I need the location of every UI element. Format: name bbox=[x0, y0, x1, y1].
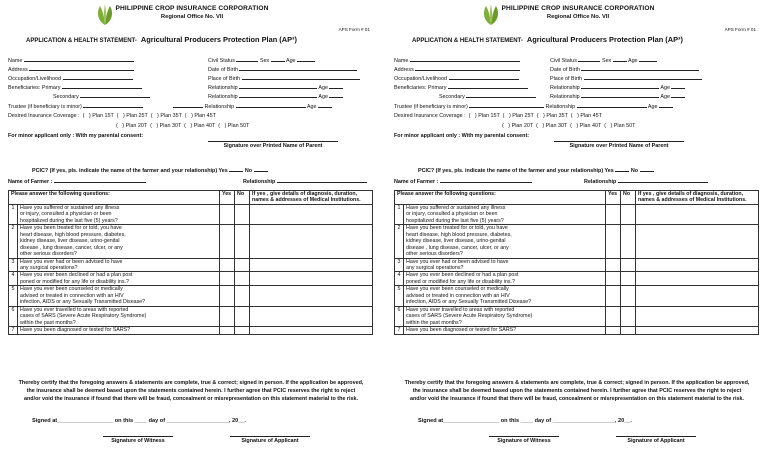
details-header: If yes , give details of diagnosis, duration, names & addresses of Medical Institutions. bbox=[636, 191, 759, 205]
farmer-name-field[interactable]: Name of Farmer : bbox=[394, 177, 532, 185]
title-prefix: APPLICATION & HEALTH STATEMENT- bbox=[412, 38, 523, 44]
details-cell[interactable] bbox=[250, 204, 373, 224]
no-checkbox[interactable] bbox=[235, 272, 250, 286]
applicant-signature-line[interactable] bbox=[230, 436, 310, 437]
plan-option[interactable]: Plan 40T bbox=[579, 123, 602, 129]
farmer-relationship-field[interactable]: Relationship bbox=[243, 177, 367, 185]
plan-option[interactable]: Plan 15T bbox=[92, 113, 114, 119]
address-field[interactable]: Address bbox=[394, 65, 520, 73]
plan-option[interactable]: Plan 45T bbox=[580, 113, 602, 119]
title-prefix: APPLICATION & HEALTH STATEMENT- bbox=[26, 38, 137, 44]
dob-field[interactable]: Date of Birth bbox=[208, 65, 357, 73]
yes-checkbox[interactable] bbox=[220, 327, 235, 334]
no-checkbox[interactable] bbox=[235, 327, 250, 334]
beneficiary-primary-field[interactable]: Beneficiaries: Primary bbox=[8, 83, 142, 91]
form-number: APS Form # 01 bbox=[338, 27, 370, 32]
plan-option[interactable]: Plan 25T bbox=[512, 113, 534, 119]
no-checkbox[interactable] bbox=[621, 327, 636, 334]
title-main: Agricultural Producers Protection Plan (AP³) bbox=[526, 35, 683, 44]
table-row: 3 Have you ever had or been advised to have any surgical operations? bbox=[395, 258, 759, 272]
details-cell[interactable] bbox=[250, 272, 373, 286]
no-checkbox[interactable] bbox=[235, 286, 250, 306]
details-cell[interactable] bbox=[250, 258, 373, 272]
parent-signature-line[interactable] bbox=[554, 141, 684, 142]
details-cell[interactable] bbox=[250, 327, 373, 334]
no-checkbox[interactable] bbox=[621, 272, 636, 286]
yes-checkbox[interactable] bbox=[220, 258, 235, 272]
relationship-primary-field[interactable]: Relationship Age bbox=[208, 83, 343, 91]
coverage-row-2: ( ) Plan 20T ( ) Plan 30T ( ) Plan 40T ( ) Plan 50T bbox=[116, 123, 250, 129]
table-row: 4 Have you ever been declined or had a plan post poned or modified for any life or disability ins.? bbox=[395, 272, 759, 286]
details-cell[interactable] bbox=[636, 258, 759, 272]
table-row: 6 Have you ever travelled to areas with reported cases of SARS (Severe Acute Respiratory Syndrome) within the past months? bbox=[395, 306, 759, 326]
relationship-primary-field[interactable]: Relationship Age bbox=[550, 83, 685, 91]
witness-signature-caption: Signature of Witness bbox=[111, 438, 165, 444]
yes-checkbox[interactable] bbox=[606, 204, 621, 224]
yes-checkbox[interactable] bbox=[606, 286, 621, 306]
plan-option[interactable]: Plan 50T bbox=[227, 123, 250, 129]
details-cell[interactable] bbox=[250, 306, 373, 326]
details-cell[interactable] bbox=[636, 327, 759, 334]
application-form-right bbox=[394, 0, 762, 466]
relationship-trustee-field[interactable]: Relationship Age bbox=[514, 102, 673, 110]
details-cell[interactable] bbox=[636, 286, 759, 306]
no-checkbox[interactable] bbox=[621, 286, 636, 306]
form-number: APS Form # 01 bbox=[724, 27, 756, 32]
details-cell[interactable] bbox=[250, 225, 373, 258]
pob-field[interactable]: Place of Birth bbox=[550, 74, 702, 82]
trustee-field[interactable]: Trustee (if beneficiary is minor) bbox=[394, 102, 529, 110]
pcic-question: PCIC? (If yes, pls. indicate the name of the farmer and your relationship) Yes No bbox=[418, 166, 654, 174]
question-header: Please answer the following questions: bbox=[9, 191, 220, 205]
plan-option[interactable]: Plan 20T bbox=[511, 123, 534, 129]
office-name: Regional Office No. VII bbox=[160, 14, 224, 20]
yes-checkbox[interactable] bbox=[220, 272, 235, 286]
yes-checkbox[interactable] bbox=[220, 204, 235, 224]
form-title bbox=[26, 36, 297, 45]
yes-checkbox[interactable] bbox=[220, 306, 235, 326]
beneficiary-primary-field[interactable]: Beneficiaries: Primary bbox=[394, 83, 528, 91]
no-checkbox[interactable] bbox=[621, 204, 636, 224]
plan-option[interactable]: Plan 30T bbox=[545, 123, 568, 129]
yes-checkbox[interactable] bbox=[220, 286, 235, 306]
table-row: 2 Have you been treated for or told, you have heart disease, high blood pressure, diabetes, kidney disease, liver disease, urino-genital disease , lung disease, cancer, ulcer, or any other serious disorders? bbox=[395, 225, 759, 258]
witness-signature-caption: Signature of Witness bbox=[497, 438, 551, 444]
yes-checkbox[interactable] bbox=[606, 258, 621, 272]
plan-option[interactable]: Plan 35T bbox=[160, 113, 182, 119]
details-cell[interactable] bbox=[636, 272, 759, 286]
plan-option[interactable]: Plan 50T bbox=[613, 123, 636, 129]
applicant-signature-caption: Signature of Applicant bbox=[241, 438, 299, 444]
no-checkbox[interactable] bbox=[621, 225, 636, 258]
yes-checkbox[interactable] bbox=[606, 225, 621, 258]
table-row: 7 Have you been diagnosed or tested for SARS? bbox=[395, 327, 759, 334]
no-checkbox[interactable] bbox=[235, 225, 250, 258]
coverage-row-2: ( ) Plan 20T ( ) Plan 30T ( ) Plan 40T ( ) Plan 50T bbox=[502, 123, 636, 129]
health-questions-table bbox=[8, 190, 373, 335]
application-form-left bbox=[8, 0, 376, 466]
health-questions-table bbox=[394, 190, 759, 335]
table-row: 1 Have you suffered or sustained any illness or injury, consulted a physician or been hospitalized during the last five (5) years? bbox=[395, 204, 759, 224]
parent-signature-caption: Signature over Printed Name of Parent bbox=[569, 143, 669, 149]
details-cell[interactable] bbox=[250, 286, 373, 306]
yes-checkbox[interactable] bbox=[606, 306, 621, 326]
yes-header: Yes bbox=[220, 191, 235, 205]
relationship-trustee-field[interactable]: Relationship Age bbox=[173, 102, 332, 110]
no-checkbox[interactable] bbox=[235, 258, 250, 272]
witness-signature-line[interactable] bbox=[489, 436, 559, 437]
details-cell[interactable] bbox=[636, 225, 759, 258]
plan-option[interactable]: Plan 45T bbox=[194, 113, 216, 119]
minor-consent: For minor applicant only : With my parental consent: bbox=[394, 133, 530, 139]
plan-option[interactable]: Plan 35T bbox=[546, 113, 568, 119]
trustee-field[interactable]: Trustee (if beneficiary is minor) bbox=[8, 102, 143, 110]
no-checkbox[interactable] bbox=[621, 258, 636, 272]
plan-option[interactable]: Plan 20T bbox=[125, 123, 148, 129]
table-row: 7 Have you been diagnosed or tested for SARS? bbox=[9, 327, 373, 334]
certification-text: Thereby certify that the foregoing answers & statements are complete, true & correct; signed in person. If the application be approved, the insurance shall be deemed based upon the statements contained herein. I further agree that PCIC reserves the right to reject and/or void the insurance if found that there will be fraud, concealment or misrepresentation on this statement material to the risk. bbox=[404, 380, 750, 403]
farmer-name-field[interactable]: Name of Farmer : bbox=[8, 177, 146, 185]
pcic-question: PCIC? (If yes, pls. indicate the name of the farmer and your relationship) Yes No bbox=[32, 166, 268, 174]
no-checkbox[interactable] bbox=[235, 204, 250, 224]
plan-option[interactable]: Plan 25T bbox=[126, 113, 148, 119]
applicant-signature-caption: Signature of Applicant bbox=[627, 438, 685, 444]
plan-option[interactable]: Plan 15T bbox=[478, 113, 500, 119]
form-title bbox=[412, 36, 683, 45]
dob-field[interactable]: Date of Birth bbox=[550, 65, 699, 73]
plan-option[interactable]: Plan 30T bbox=[159, 123, 182, 129]
table-row: 6 Have you ever travelled to areas with reported cases of SARS (Severe Acute Respiratory Syndrome) within the past months? bbox=[9, 306, 373, 326]
yes-header: Yes bbox=[606, 191, 621, 205]
org-name: PHILIPPINE CROP INSURANCE CORPORATION bbox=[115, 5, 269, 12]
yes-checkbox[interactable] bbox=[606, 272, 621, 286]
table-row: 1 Have you suffered or sustained any illness or injury, consulted a physician or been hospitalized during the last five (5) years? bbox=[9, 204, 373, 224]
table-row: 3 Have you ever had or been advised to have any surgical operations? bbox=[9, 258, 373, 272]
yes-checkbox[interactable] bbox=[606, 327, 621, 334]
no-checkbox[interactable] bbox=[235, 306, 250, 326]
yes-checkbox[interactable] bbox=[220, 225, 235, 258]
name-field[interactable]: Name bbox=[394, 56, 520, 64]
occupation-field[interactable]: Occupation/Livelihood bbox=[8, 74, 133, 82]
minor-consent: For minor applicant only : With my parental consent: bbox=[8, 133, 144, 139]
table-row: 5 Have you ever been counseled or medically advised or treated in connection with an HIV infection, AIDS or any Sexually Transmitted Disease? bbox=[395, 286, 759, 306]
parent-signature-line[interactable] bbox=[208, 141, 338, 142]
civil-status-field[interactable]: Civil Status Sex Age bbox=[208, 56, 315, 64]
question-header: Please answer the following questions: bbox=[395, 191, 606, 205]
relationship-secondary-field[interactable]: Relationship Age bbox=[550, 92, 685, 100]
address-field[interactable]: Address bbox=[8, 65, 134, 73]
details-header: If yes , give details of diagnosis, duration, names & addresses of Medical Institutions. bbox=[250, 191, 373, 205]
applicant-signature-line[interactable] bbox=[616, 436, 696, 437]
table-row: 2 Have you been treated for or told, you have heart disease, high blood pressure, diabetes, kidney disease, liver disease, urino-genital disease , lung disease, cancer, ulcer, or any other serious disorders? bbox=[9, 225, 373, 258]
name-field[interactable]: Name bbox=[8, 56, 134, 64]
no-header: No bbox=[235, 191, 250, 205]
occupation-field[interactable]: Occupation/Livelihood bbox=[394, 74, 519, 82]
coverage-row-1: Desired Insurance Coverage : ( ) Plan 15T ( ) Plan 25T ( ) Plan 35T ( ) Plan 45T bbox=[8, 113, 216, 119]
title-main: Agricultural Producers Protection Plan (AP³) bbox=[140, 35, 297, 44]
civil-status-field[interactable]: Civil Status Sex Age bbox=[550, 56, 657, 64]
beneficiary-secondary-field[interactable]: Secondary bbox=[439, 92, 536, 100]
beneficiary-secondary-field[interactable]: Secondary bbox=[53, 92, 150, 100]
witness-signature-line[interactable] bbox=[103, 436, 173, 437]
signed-at-line[interactable]: Signed at__________________ on this ____ day of ____________________, 20__. bbox=[32, 418, 246, 424]
table-row: 4 Have you ever been declined or had a plan post poned or modified for any life or disability ins.? bbox=[9, 272, 373, 286]
table-row: 5 Have you ever been counseled or medically advised or treated in connection with an HIV infection, AIDS or any Sexually Transmitted Disease? bbox=[9, 286, 373, 306]
parent-signature-caption: Signature over Printed Name of Parent bbox=[223, 143, 323, 149]
coverage-row-1: Desired Insurance Coverage : ( ) Plan 15T ( ) Plan 25T ( ) Plan 35T ( ) Plan 45T bbox=[394, 113, 602, 119]
details-cell[interactable] bbox=[636, 204, 759, 224]
no-header: No bbox=[621, 191, 636, 205]
signed-at-line[interactable]: Signed at__________________ on this ____ day of ____________________, 20__. bbox=[418, 418, 632, 424]
office-name: Regional Office No. VII bbox=[546, 14, 610, 20]
no-checkbox[interactable] bbox=[621, 306, 636, 326]
relationship-secondary-field[interactable]: Relationship Age bbox=[208, 92, 343, 100]
plan-option[interactable]: Plan 40T bbox=[193, 123, 216, 129]
certification-text: Thereby certify that the foregoing answers & statements are complete, true & correct; signed in person. If the application be approved, the insurance shall be deemed based upon the statements contained herein. I further agree that PCIC reserves the right to reject and/or void the insurance if found that there will be fraud, concealment or misrepresentation on this statement material to the risk. bbox=[18, 380, 364, 403]
details-cell[interactable] bbox=[636, 306, 759, 326]
pob-field[interactable]: Place of Birth bbox=[208, 74, 360, 82]
org-name: PHILIPPINE CROP INSURANCE CORPORATION bbox=[501, 5, 655, 12]
farmer-relationship-field[interactable]: Relationship bbox=[584, 177, 708, 185]
